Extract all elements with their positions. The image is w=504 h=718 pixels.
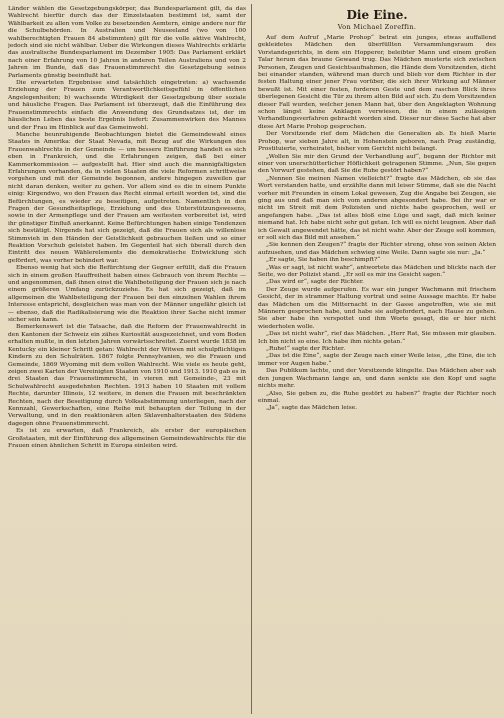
left-column <box>8 6 246 712</box>
story-paragraph: „Wollen Sie mir den Grund der Verhandlung auf“, begann der Richter mit einer von unerschütterlicher Höflichkeit getragenen Stimme. „Nun, Sie gegen den Vorwurf gestehen, daß Sie die Ruhe gestört haben?“ <box>258 153 496 175</box>
story-paragraph: „Was er sagt, ist nicht wahr“, antwortete das Mädchen und blickte nach der Seite, wo der Polizist stand. „Er soll es mir ins Gesicht sagen.“ <box>258 264 496 278</box>
story-paragraph: „Ja“, sagte das Mädchen leise. <box>266 405 358 412</box>
left-paragraph: Manche beunruhigende Beobachtungen bietet die Gemeindewahl eines Staates in Amerika: der Staat Nevada, mit Bezug auf die Wirkungen des Frauenwahlrechts in der Gemeinde — um bessere Einführung handelt es sich eben in Frankreich, und die Erfahrungen zeigen, daß bei einer Kammerkommission — aufgestellt hat. Hier sind auch die mannigfaltigsten Erfahrungen vorhanden, da in vielen Staaten die viele Reformen schrittweise vorgehen und mit der Gemeinde begonnen, andere hingegen zuweilen gar nicht daran denken, weiter zu gehen. Vor allem sind es die in einem Punkte einig: Kirgendwo, wo den Frauen das Recht einmal erteilt worden ist, sind die Befürchtungen, es wieder zu beseitigen, aufgetreten. Namentlich in den Fragen der Gesundheitspflege, Erziehung und des Unterstützungswesens, sowie in der Armenpflege und der Frauen am weitesten vorbereitet ist, wird ihr günstiger Einfluß anerkannt. Keine Befürchtungen haben einige Tendenzen sich bestätigt. Nirgends hat sich gezeigt, daß die Frauen sich als willenlose Stimmvieh in den Händen der Geistlichkeit gebrauchen ließen und so einer Reaktion Vorschub geleistet haben. Im Gegenteil hat sich überall durch den Eintritt des neuen Wählerelements die demokratische Entwicklung sich gefördert, was vorher behindert war. <box>8 131 246 264</box>
story-paragraph: „Das ist nicht wahr“, rief das Mädchen. „Herr Rat, Sie müssen mir glauben. Ich bin nicht so eine. Ich habe ihm nichts getan.“ <box>258 331 496 345</box>
left-paragraph: Es ist zu erwarten, daß Frankreich, als erster der europäischen Großstaaten, mit der Einführung des allgemeinen Gemeindewahlrechts für die Frauen einen ähnlichen Schritt in Europa einleiten wird. <box>8 428 246 449</box>
left-paragraph: Ebenso wenig hat sich die Befürchtung der Gegner erfüllt, daß die Frauen sich in einem großen Hauffreiheit haben eines Gebrauch von ihrem Rechte — und angenommen, daß ihnen einst die Wahlbeteiligung der Frauen sich je nach einem größeren Umfang zurückzuziehe. Es hat sich gezeigt, daß im allgemeinen die Wahlbeteiligung der Frauen bei den einzelnen Wahlen ihrem Interesse entspricht, desgleichen was man von der Männer ungefähr gleich ist — ebenso, daß die Radikalisierung wie die Reaktion ihrer Sache nicht immer sicher sein kann. <box>8 265 246 324</box>
story-paragraph: „Er sagte, Sie haben ihn beschimpft?“ <box>266 257 381 264</box>
story-paragraph: „Das wird er“, sagte der Richter. <box>266 279 364 286</box>
left-paragraph: Bemerkenswert ist die Tatsache, daß die Reform der Frauenwahlrecht in den Kantonen der Schweiz ein zähes Kuriosität ausgezeichnet, und vom Boden erhalten mußte, in den letzten Jahren vorwärtsschreitet. Zuerst wurde 1838 im Kentucky ein kleiner Schritt getan: Wahlrecht der Witwen mit schulpflichtigen Kindern zu den Schulräten. 1867 folgte Pennsylvanien, wo die Frauen und Gemeinde, 1869 Wyoming mit dem vollen Wahlrecht. Wie viele es heute geht, zeigen zwei Karten der Vereinigten Staaten von 1910 und 1913. 1910 gab es in drei Staaten das Frauenstimmrecht, in vieren mit Gemeinde-, 23 mit Schulwahlrecht ausgedehnten Rechten. 1913 haben 10 Staaten mit vollem Rechte, darunter Illinois, 12 weitere, in denen die Frauen mit beschränkten Rechten, nach der Beseitigung durch Volksabstimmung unterliegen, nach der Kennzahl, Gewerkschaften, eine Reihe mit behaupten der Teilung in der Verwaltung, und in den reaktionären alten Sklavenhalterstaaten des Südens dagegen ohne Frauenstimmrecht. <box>8 324 246 427</box>
story-title: Die Eine. <box>346 8 408 22</box>
story-paragraph: Das Publikum lachte, und der Vorsitzende klingelte. Das Mädchen aber sah den jungen Wachmann lange an, und dann senkte sie den Kopf und sagte nichts mehr. <box>258 368 496 390</box>
story-paragraph: „Das ist die Eine“, sagte der Zeuge nach einer Weile leise, „die Eine, die ich immer vor Augen habe.“ <box>258 353 496 367</box>
story-paragraph: Der Zeuge wurde aufgerufen. Es war ein junger Wachmann mit frischem Gesicht, der in strammer Haltung vortrat und seine Aussage machte. Er habe das Mädchen um die Mitternacht in der Gasse angetroffen, wie sie mit Männern gesprochen habe, und habe sie aufgefordert, nach Hause zu gehen. Sie aber habe ihn verspottet und ihm Worte gesagt, die er hier nicht wiederholen wolle. <box>258 286 496 330</box>
story-author: Von Michael Zoreffin. <box>337 23 417 31</box>
story-paragraph: „Ruhe!“ sagte der Richter. <box>266 346 346 353</box>
story-paragraph: „Also, Sie geben zu, die Ruhe gestört zu haben?“ fragte der Richter noch einmal. <box>258 390 496 404</box>
right-column <box>258 6 496 712</box>
column-divider <box>251 4 252 714</box>
story-paragraph: Der Vorsitzende rief dem Mädchen die Generalien ab. Es hieß Marie Prohop, war sieben Jahre alt, in Hohenstein geboren, nach Prag zuständig, Prostituierte, verheiratet, bisher vom Gericht nicht belangt. <box>258 131 496 153</box>
left-paragraph: Länder wählen die Gesetzgebungskörper, das Bundesparlament gilt, da das Wahlrecht hierfür durch das der Einzelstaaten bestimmt ist, samt der Wählbarkeit zu allen vom Volke zu besetzenden Aemtern, einige andere nur für die Schulbehörden. In Australien und Neuseeland (wo von 100 wahlberechtigten Frauen 84 abstimmten) gilt für die volle aktive Wahlrecht, jedoch sind sie nicht wählbar. Ueber die Wirkungen dieses Wahlrechts erklärte das australische Bundesparlament im Dezember 1905: Das Parlament erklärt nach einer Erfahrung von 10 Jahren in anderen Teilen Australiens und von 2 Jahren im Bunde, daß das Frauenstimmrecht die Gesetzgebung seines Parlaments günstig beeinflußt hat. <box>8 6 246 79</box>
story-paragraph: Auf dem Aufruf „Marie Prohop“ betrat ein junges, etwas auffallend gekleidetes Mädchen den überfüllten Versammlungsraum des Vorstandsgerichts, in dem ein Hopperer, beleibter Mann und einem großen Talar herum das braune Gewand trug. Das Mädchen musterte sich zwischen Personen, Zeugen und Gesichtsaufnahmen, die Hände dem Vorsitzenden, dicht bei einander standen, während man durch und blieb vor dem Richter in der festen Haltung einer jener Frau vorüber, die sich ihrer Wirkung auf Männer bewußt ist. Mit einer festen, forderen Geste und dem raschen Blick ihres überlegenen Gesicht die Tür zu ihrem alten Bild auf sich. Zu dem Vorsitzenden dieser Fall wurden, welcher jenen Mann hat, über den Angeklagten Wohnung schon längst keine Anklagen verwiesen, die in einem zulässigen Verhandlungsverfahren gebracht worden sind. Dieser nur diese Sache hat aber diese Art Marie Prohop gesprochen. <box>258 35 496 130</box>
left-paragraph: Die erwarteten Ergebnisse sind tatsächlich eingetreten: a) wachsende Erziehung der Frauen zum Verantwortlichkeitsgefühl in öffentlichen Angelegenheiten; b) wachsende Würdigkeit der Gesetzgebung über soziale und häusliche Fragen. Das Parlament ist überzeugt, daß die Einführung des Frauenstimmrechts einfach die Anwendung des Grundsatzes ist, der im häuslichen Leben das beste Ergebnis liefert: Zusammenwirken des Mannes und der Frau im Hinblick auf das Gemeinwohl. <box>8 80 246 131</box>
story-paragraph: „Nennen Sie meinen Namen vielleicht?“ fragte das Mädchen, ob sie das Wort verstanden hatte, und erzählte dann mit leiser Stimme, daß sie die Nacht vorher mit Freunden in einem Lokal gewesen, Zug die Angabe bei Zeugen, sie ging aus und daß man sich vom anderen abgesondert habe. Bei ihr war er nicht im Streit mit dem Polizisten und nichts habe gesprochen, weil er angefangen habe. „Das ist alles bloß eine Lüge und sagt, daß mich keiner niemand hat. Ich habe nicht sehr gut getan. Ich will es nicht leugnen. Aber daß ich Gewalt angewendet hätte, das ist nicht wahr. Aber der Zeuge soll kommen, er soll sich das Bild mit ansehen.“ <box>258 175 496 241</box>
story-paragraph: „Sie kennen den Zeugen?“ fragte der Richter streng, ohne von seinen Akten aufzusehen, und das Mädchen schwieg eine Weile. Dann sagte sie nur: „Ja.“ <box>258 242 496 256</box>
